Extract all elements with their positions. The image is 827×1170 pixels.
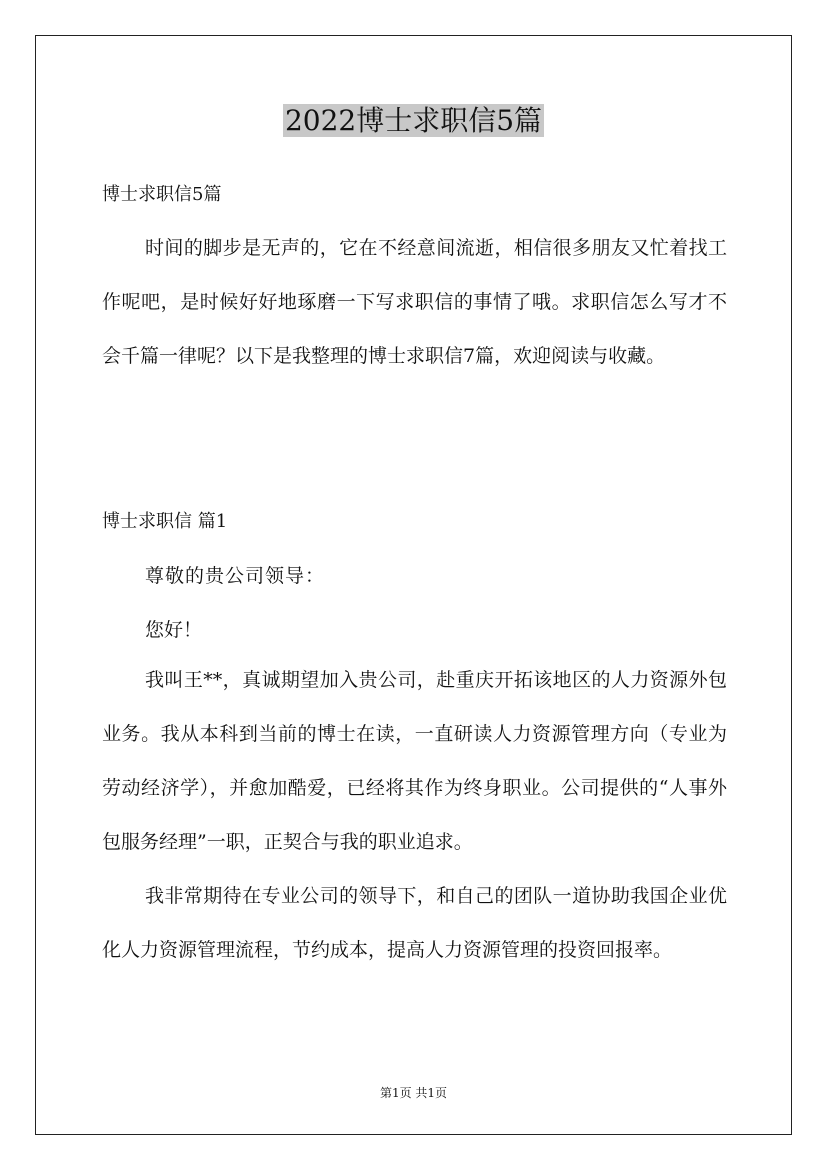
- intro-paragraph: 时间的脚步是无声的，它在不经意间流逝，相信很多朋友又忙着找工作呢吧，是时候好好地琢磨一下写求职信的事情了哦。求职信怎么写才不会千篇一律呢？以下是我整理的博士求职信7篇，欢迎阅读与收藏。: [102, 237, 727, 367]
- greeting: 您好！: [145, 619, 203, 641]
- salutation: 尊敬的贵公司领导：: [145, 565, 326, 587]
- document-title-text: 2022博士求职信5篇: [284, 104, 543, 137]
- page-footer: 第1页 共1页: [379, 1086, 448, 1100]
- letter-paragraph-2: 我非常期待在专业公司的领导下，和自己的团队一道协助我国企业优化人力资源管理流程，节约成本，提高人力资源管理的投资回报率。: [102, 885, 727, 961]
- section-heading: 博士求职信 篇1: [102, 511, 228, 532]
- subtitle: 博士求职信5篇: [102, 184, 222, 205]
- letter-paragraph-1: 我叫王**，真诚期望加入贵公司，赴重庆开拓该地区的人力资源外包业务。我从本科到当前的博士在读，一直研读人力资源管理方向（专业为劳动经济学），并愈加酷爱，已经将其作为终身职业。公司提供的“人事外包服务经理”一职，正契合与我的职业追求。: [102, 669, 727, 853]
- document-title: [0, 103, 827, 139]
